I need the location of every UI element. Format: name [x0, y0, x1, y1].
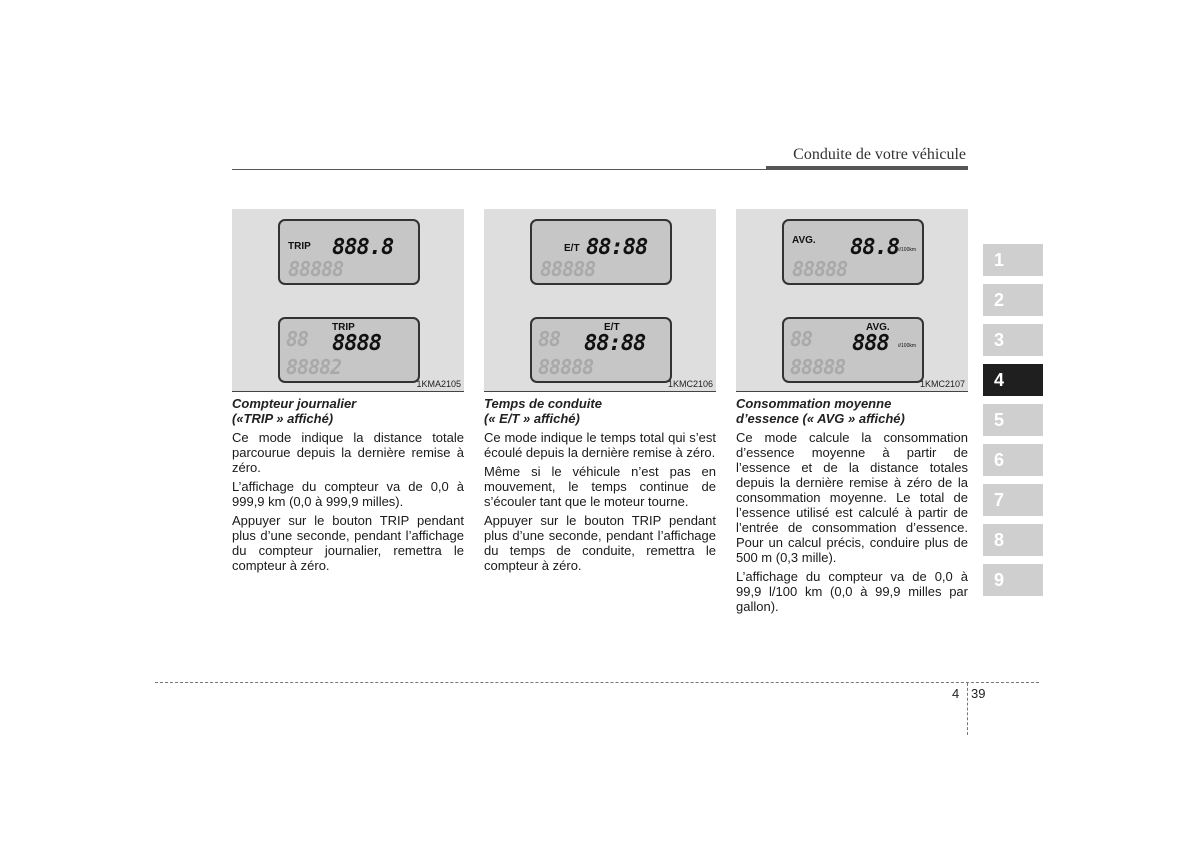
paragraph: Ce mode indique le temps total qui s’est écoulé depuis la dernière remise à zéro. — [484, 430, 716, 460]
lcd-digits: 8888 — [332, 331, 381, 356]
trip-figure — [232, 209, 464, 392]
chapter-tabs — [983, 244, 1043, 604]
chapter-tab-2[interactable]: 2 — [983, 284, 1043, 316]
chapter-tab-4[interactable]: 4 — [983, 364, 1043, 396]
lcd-ghost-digits: 88888 — [288, 257, 344, 281]
lcd-digits: 88.8 — [850, 235, 899, 260]
footer-divider — [967, 683, 968, 735]
lcd-ghost-digits: 88 — [286, 327, 309, 351]
lcd-display — [782, 219, 924, 285]
lcd-ghost-digits: 88 — [538, 327, 561, 351]
lcd-label: TRIP — [288, 241, 311, 252]
chapter-tab-5[interactable]: 5 — [983, 404, 1043, 436]
paragraph: Appuyer sur le bouton TRIP pendant plus d’une seconde, pendant l’affichage du temps de conduite, remettra le compteur à zéro. — [484, 513, 716, 573]
lcd-display — [530, 219, 672, 285]
lcd-label: AVG. — [792, 235, 816, 246]
chapter-tab-3[interactable]: 3 — [983, 324, 1043, 356]
lcd-ghost-digits: 88888 — [792, 257, 848, 281]
chapter-tab-7[interactable]: 7 — [983, 484, 1043, 516]
lcd-ghost-digits: 88888 — [790, 355, 846, 379]
figure-code: 1KMC2107 — [919, 379, 965, 389]
lcd-digits: 88:88 — [586, 235, 648, 260]
caption-line: Compteur journalier — [232, 396, 357, 411]
lcd-digits: 888.8 — [332, 235, 394, 260]
average-consumption-figure — [736, 209, 968, 392]
lcd-display — [530, 317, 672, 383]
paragraph: L’affichage du compteur va de 0,0 à 99,9 l/100 km (0,0 à 99,9 milles par gallon). — [736, 569, 968, 614]
lcd-unit: ℓ/100km — [898, 343, 917, 349]
elapsed-time-figure — [484, 209, 716, 392]
chapter-tab-8[interactable]: 8 — [983, 524, 1043, 556]
lcd-unit: ℓ/100km — [898, 247, 917, 253]
lcd-label: AVG. — [866, 322, 890, 333]
chapter-tab-9[interactable]: 9 — [983, 564, 1043, 596]
caption-line: (« E/T » affiché) — [484, 411, 580, 426]
lcd-digits: 888 — [852, 331, 889, 356]
lcd-ghost-digits: 88 — [790, 327, 813, 351]
lcd-ghost-digits: 88888 — [540, 257, 596, 281]
header-rule-accent — [766, 166, 968, 170]
page-header-title: Conduite de votre véhicule — [793, 146, 966, 163]
section-caption — [232, 396, 464, 426]
section-caption — [484, 396, 716, 426]
lcd-display — [278, 317, 420, 383]
paragraph: Ce mode calcule la consommation d’essence moyenne à partir de l’essence et de la distance totales depuis la dernière remise à zéro de la consommation moyenne. Le total de l’essence utilisé est calculé à partir de l’entrée de consommation d’essence. Pour un calcul précis, conduire plus de 500 m (0,3 mille). — [736, 430, 968, 565]
section-elapsed-time — [484, 209, 716, 573]
header-rule — [232, 169, 766, 170]
chapter-tab-1[interactable]: 1 — [983, 244, 1043, 276]
paragraph: L’affichage du compteur va de 0,0 à 999,9 km (0,0 à 999,9 milles). — [232, 479, 464, 509]
footer-chapter-number: 4 — [952, 686, 960, 701]
section-caption — [736, 396, 968, 426]
paragraph: Même si le véhicule n’est pas en mouvement, le temps continue de s’écouler tant que le moteur tourne. — [484, 464, 716, 509]
paragraph: Appuyer sur le bouton TRIP pendant plus d’une seconde, pendant l’affichage du compteur journalier, remettra le compteur à zéro. — [232, 513, 464, 573]
lcd-display — [782, 317, 924, 383]
paragraph: Ce mode indique la distance totale parcourue depuis la dernière remise à zéro. — [232, 430, 464, 475]
page-number: 39 — [971, 686, 986, 701]
caption-line: Consommation moyenne — [736, 396, 892, 411]
figure-code: 1KMA2105 — [416, 379, 461, 389]
section-trip — [232, 209, 464, 573]
lcd-label: TRIP — [332, 322, 355, 333]
lcd-label: E/T — [604, 322, 620, 333]
figure-code: 1KMC2106 — [667, 379, 713, 389]
lcd-ghost-digits: 88888 — [538, 355, 594, 379]
lcd-digits: 88:88 — [584, 331, 646, 356]
lcd-label: E/T — [564, 243, 580, 254]
section-average-consumption — [736, 209, 968, 614]
chapter-tab-6[interactable]: 6 — [983, 444, 1043, 476]
footer-rule — [155, 682, 1039, 683]
caption-line: («TRIP » affiché) — [232, 411, 334, 426]
caption-line: Temps de conduite — [484, 396, 602, 411]
lcd-ghost-digits: 88882 — [286, 355, 342, 379]
caption-line: d’essence (« AVG » affiché) — [736, 411, 905, 426]
lcd-display — [278, 219, 420, 285]
